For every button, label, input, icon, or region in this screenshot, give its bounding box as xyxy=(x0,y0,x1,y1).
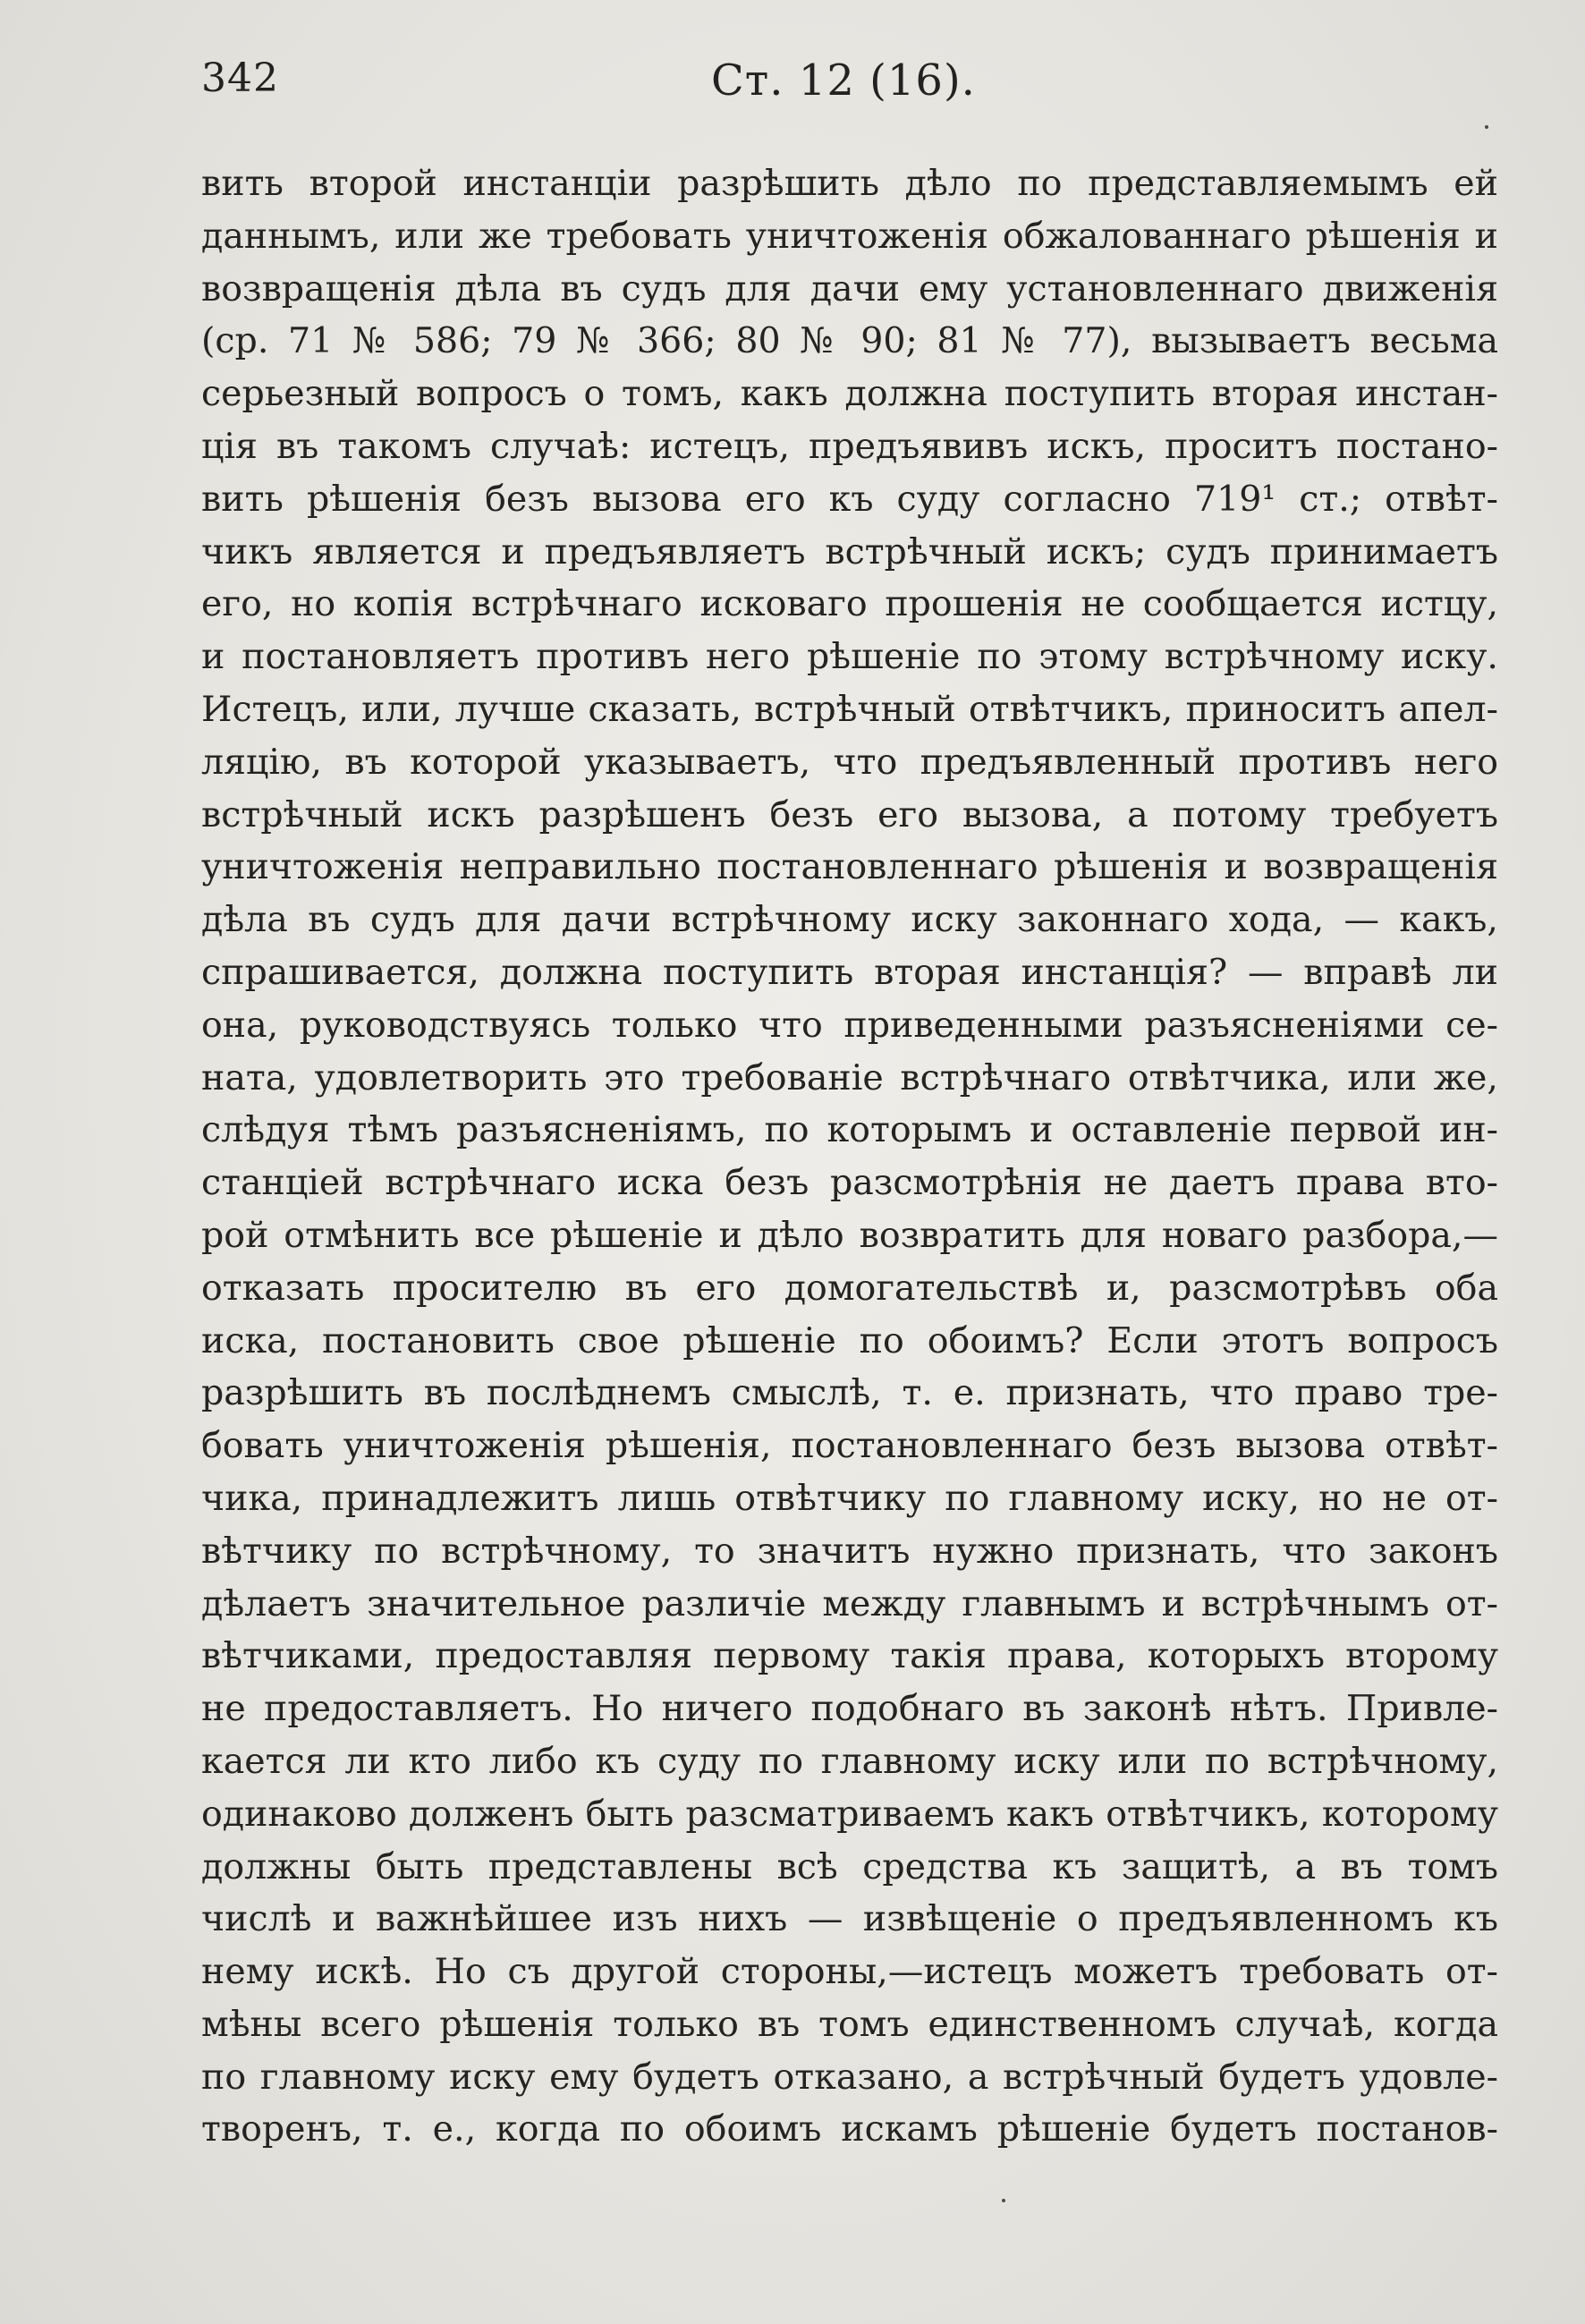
text-line: рой отмѣнить все рѣшеніе и дѣло возвратить для новаго разбора,— xyxy=(201,1214,1498,1256)
text-line: ляцію, въ которой указываетъ, что предъявленный противъ него xyxy=(201,741,1498,783)
text-line: вѣтчиками, предоставляя первому такія права, которыхъ второму xyxy=(201,1635,1498,1677)
text-line: мѣны всего рѣшенія только въ томъ единственномъ случаѣ, когда xyxy=(201,2003,1498,2045)
text-line: иска, постановить свое рѣшеніе по обоимъ? Если этотъ вопросъ xyxy=(201,1319,1498,1361)
body-text xyxy=(201,157,1498,2156)
text-line: даннымъ, или же требовать уничтоженія обжалованнаго рѣшенія и xyxy=(201,215,1498,257)
text-line: вить рѣшенія безъ вызова его къ суду согласно 719¹ ст.; отвѣт- xyxy=(201,478,1498,520)
text-line: должны быть представлены всѣ средства къ защитѣ, а въ томъ xyxy=(201,1845,1498,1887)
text-line: встрѣчный искъ разрѣшенъ безъ его вызова, а потому требуетъ xyxy=(201,793,1498,835)
text-line: вѣтчику по встрѣчному, то значитъ нужно признать, что законъ xyxy=(201,1530,1498,1572)
text-line: уничтоженія неправильно постановленнаго рѣшенія и возвращенія xyxy=(201,846,1498,888)
text-line: дѣла въ судъ для дачи встрѣчному иску законнаго хода, — какъ, xyxy=(201,899,1498,941)
text-line: чикъ является и предъявляетъ встрѣчный искъ; судъ принимаетъ xyxy=(201,530,1498,573)
text-line: станціей встрѣчнаго иска безъ разсмотрѣнія не даетъ права вто- xyxy=(201,1162,1498,1204)
running-head: Ст. 12 (16). xyxy=(711,55,976,106)
text-line: бовать уничтоженія рѣшенія, постановленнаго безъ вызова отвѣт- xyxy=(201,1425,1498,1467)
text-line: слѣдуя тѣмъ разъясненіямъ, по которымъ и оставленіе первой ин- xyxy=(201,1109,1498,1151)
text-line: она, руководствуясь только что приведенными разъясненіями се- xyxy=(201,1004,1498,1046)
text-line: разрѣшить въ послѣднемъ смыслѣ, т. е. признать, что право тре- xyxy=(201,1372,1498,1414)
page-header xyxy=(201,55,1498,118)
text-line: ція въ такомъ случаѣ: истецъ, предъявивъ искъ, проситъ постано- xyxy=(201,425,1498,467)
text-line: одинаково долженъ быть разсматриваемъ какъ отвѣтчикъ, которому xyxy=(201,1793,1498,1835)
text-line: его, но копія встрѣчнаго исковаго прошенія не сообщается истцу, xyxy=(201,583,1498,625)
page-number: 342 xyxy=(201,55,279,101)
text-line: числѣ и важнѣйшее изъ нихъ — извѣщеніе о предъявленномъ къ xyxy=(201,1898,1498,1940)
text-line: дѣлаетъ значительное различіе между главнымъ и встрѣчнымъ от- xyxy=(201,1582,1498,1624)
text-line: отказать просителю въ его домогательствѣ и, разсмотрѣвъ оба xyxy=(201,1267,1498,1309)
text-line: вить второй инстанціи разрѣшить дѣло по представляемымъ ей xyxy=(201,163,1498,204)
print-speck xyxy=(1002,2199,1005,2202)
text-line: Истецъ, или, лучше сказать, встрѣчный отвѣтчикъ, приноситъ апел- xyxy=(201,688,1498,730)
print-speck xyxy=(1485,125,1488,129)
text-line: по главному иску ему будетъ отказано, а встрѣчный будетъ удовле- xyxy=(201,2056,1498,2098)
text-line: нему искѣ. Но съ другой стороны,—истецъ можетъ требовать от- xyxy=(201,1951,1498,1993)
text-line: возвращенія дѣла въ судъ для дачи ему установленнаго движенія xyxy=(201,267,1498,310)
text-line: спрашивается, должна поступить вторая инстанція? — вправѣ ли xyxy=(201,951,1498,993)
text-line: ната, удовлетворить это требованіе встрѣчнаго отвѣтчика, или же, xyxy=(201,1056,1498,1098)
text-line: и постановляетъ противъ него рѣшеніе по этому встрѣчному иску. xyxy=(201,636,1498,678)
text-line: серьезный вопросъ о томъ, какъ должна поступить вторая инстан- xyxy=(201,373,1498,415)
text-line: не предоставляетъ. Но ничего подобнаго въ законѣ нѣтъ. Привле- xyxy=(201,1688,1498,1730)
text-line: чика, принадлежитъ лишь отвѣтчику по главному иску, но не от- xyxy=(201,1477,1498,1519)
text-line: кается ли кто либо къ суду по главному иску или по встрѣчному, xyxy=(201,1740,1498,1782)
text-line: творенъ, т. е., когда по обоимъ искамъ рѣшеніе будетъ постанов- xyxy=(201,2108,1498,2150)
text-line: (ср. 71 № 586; 79 № 366; 80 № 90; 81 № 77), вызываетъ весьма xyxy=(201,320,1498,362)
